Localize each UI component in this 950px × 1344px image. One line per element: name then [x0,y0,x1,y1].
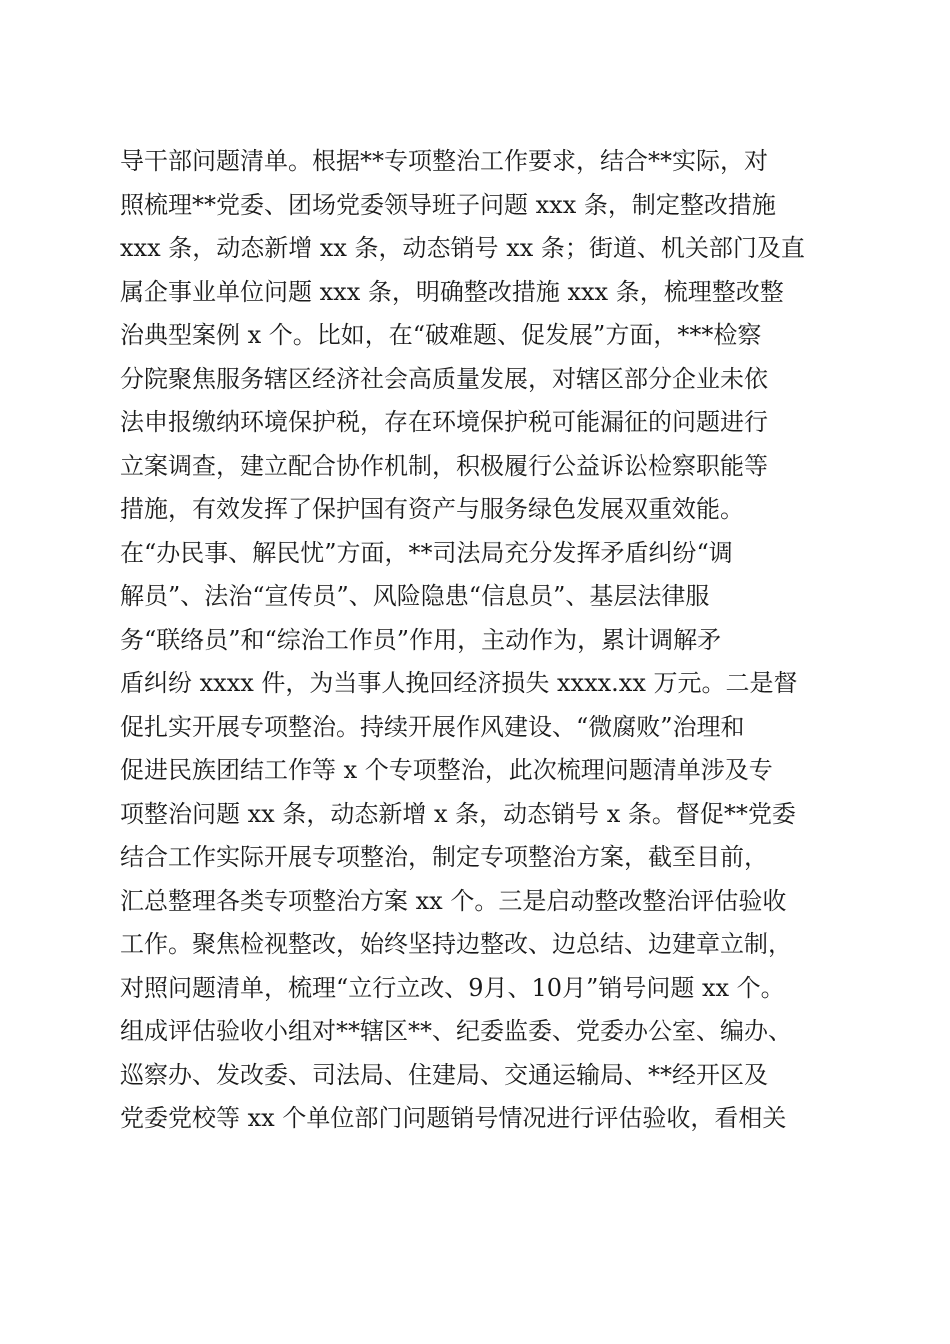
text-line: 项整治问题 xx 条，动态新增 x 条，动态销号 x 条。督促**党委 [120,799,796,828]
text-line: 立案调查，建立配合协作机制，积极履行公益诉讼检察职能等 [120,451,768,480]
text-line: 汇总整理各类专项整治方案 xx 个。三是启动整改整治评估验收 [120,886,787,915]
text-line: 促扎实开展专项整治。持续开展作风建设、“微腐败”治理和 [120,712,745,741]
text-line: 巡察办、发改委、司法局、住建局、交通运输局、**经开区及 [120,1060,768,1089]
text-line: xxx 条，动态新增 xx 条，动态销号 xx 条；街道、机关部门及直 [120,234,805,262]
text-line: 属企事业单位问题 xxx 条，明确整改措施 xxx 条，梳理整改整 [120,277,784,306]
text-line: 治典型案例 x 个。比如，在“破难题、促发展”方面，***检察 [120,321,762,349]
text-line: 措施，有效发挥了保护国有资产与服务绿色发展双重效能。 [120,495,744,523]
text-line: 务“联络员”和“综治工作员”作用，主动作为，累计调解矛 [120,625,722,654]
text-line: 导干部问题清单。根据**专项整治工作要求，结合**实际，对 [120,147,768,175]
text-line: 照梳理**党委、团场党委领导班子问题 xxx 条，制定整改措施 [120,190,776,219]
text-line: 结合工作实际开展专项整治，制定专项整治方案，截至目前， [120,843,768,871]
text-line: 对照问题清单，梳理“立行立改、9月、10月”销号问题 xx 个。 [120,973,785,1002]
body-text [120,140,840,1141]
text-line: 促进民族团结工作等 x 个专项整治，此次梳理问题清单涉及专 [120,756,773,784]
text-line: 工作。聚焦检视整改，始终坚持边整改、边总结、边建章立制， [120,930,792,958]
text-line: 在“办民事、解民忧”方面，**司法局充分发挥矛盾纠纷“调 [120,538,733,567]
text-line: 盾纠纷 xxxx 件，为当事人挽回经济损失 xxxx.xx 万元。二是督 [120,669,798,697]
text-line: 分院聚焦服务辖区经济社会高质量发展，对辖区部分企业未依 [120,364,768,393]
text-line: 解员”、法治“宣传员”、风险隐患“信息员”、基层法律服 [120,582,710,610]
text-line: 党委党校等 xx 个单位部门问题销号情况进行评估验收，看相关 [120,1104,787,1132]
text-line: 组成评估验收小组对**辖区**、纪委监委、党委办公室、编办、 [120,1017,792,1045]
text-line: 法申报缴纳环境保护税，存在环境保护税可能漏征的问题进行 [120,408,768,436]
